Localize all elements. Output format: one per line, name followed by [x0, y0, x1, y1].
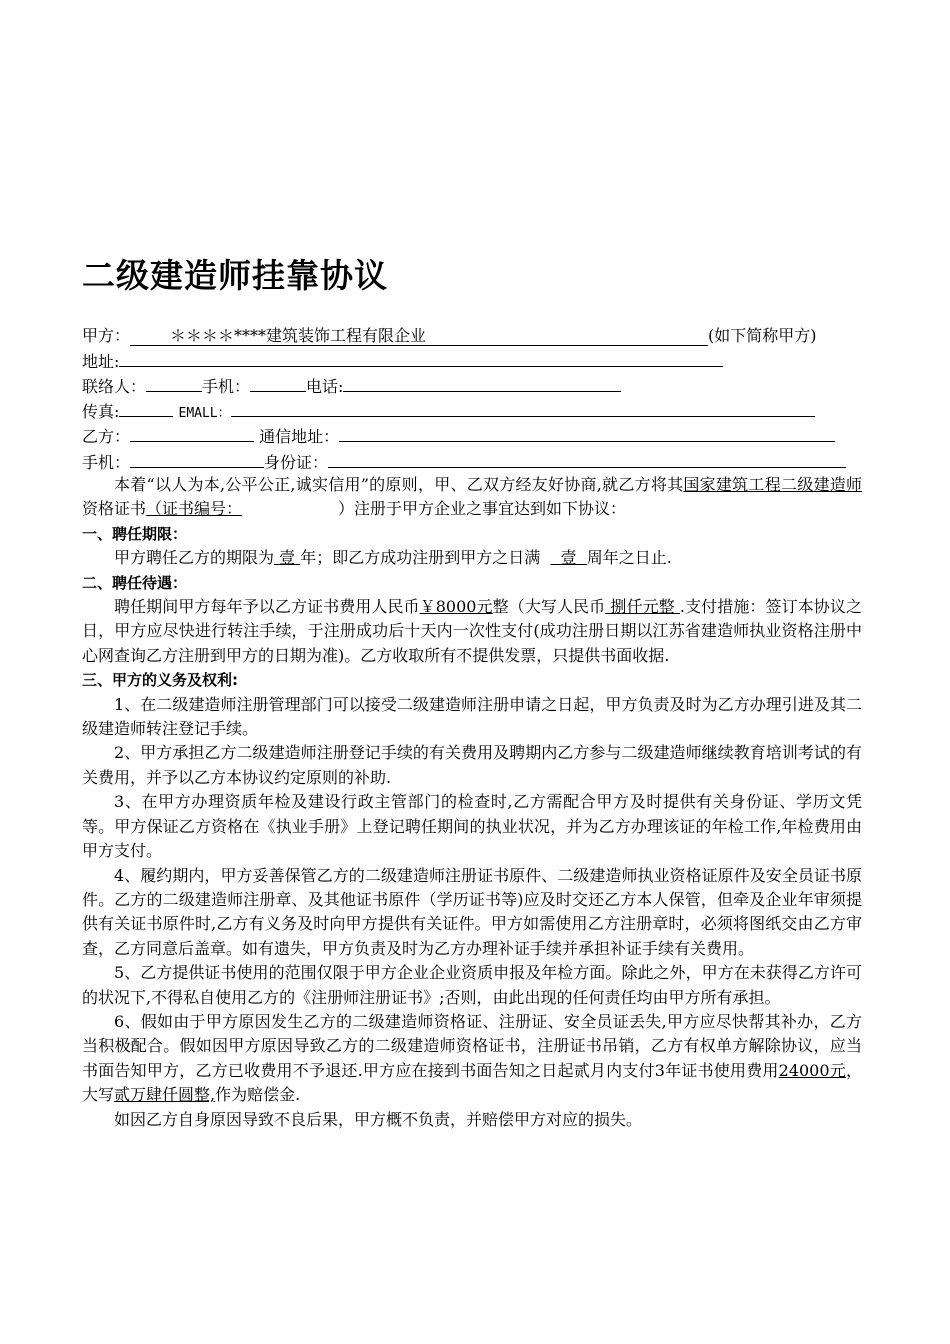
section-3-item-4: 4、履约期内，甲方妥善保管乙方的二级建造师注册证书原件、二级建造师执业资格证原件及安全员证书原件。乙方的二级建造师注册章、及其他证书原件（学历证书等)应及时交还乙方本人保管，但牵及企业年审须提供有关证书原件时,乙方有义务及时向甲方提供有关证件。甲方如需使用乙方注册章时，必须将图纸交由乙方审查，乙方同意后盖章。如有遗失，甲方负责及时为乙方办理补证手续并承担补证手续有关费用。: [82, 865, 862, 958]
section-2-text-1: 聘任期间甲方每年予以乙方证书费用人民币: [114, 597, 420, 617]
closing-paragraph: 如因乙方自身原因导致不良后果，甲方概不负责，并赔偿甲方对应的损失。: [114, 1109, 643, 1129]
email-field[interactable]: [231, 398, 815, 417]
contact-line: [82, 373, 621, 399]
document-title: 二级建造师挂靠协议: [82, 256, 388, 295]
item-6-text-3: 作为赔偿金.: [215, 1085, 301, 1105]
mobile-label: 手机：: [202, 377, 251, 396]
term-years-2: 壹: [560, 548, 577, 568]
section-1-text-3: 周年之日止.: [586, 548, 672, 568]
compensation-amount-cn: 贰万肆仟圆整,: [114, 1085, 216, 1105]
section-3-item-1: 1、在二级建造师注册管理部门可以接受二级建造师注册申请之日起，甲方负责及时为乙方办理引进及其二级建造师转注登记手续。: [82, 694, 862, 739]
section-1-text-2: 年；即乙方成功注册到甲方之日满: [300, 548, 541, 568]
section-3-item-2: 2、甲方承担乙方二级建造师注册登记手续的有关费用及聘期内乙方参与二级建造师继续教育培训考试的有关费用，并予以乙方本协议约定原则的补助.: [82, 743, 862, 787]
party-b-mobile-line: [82, 449, 846, 475]
section-1-heading: 一、聘任期限：: [82, 524, 188, 543]
party-a-line: [82, 324, 817, 348]
party-b-line: [82, 423, 835, 449]
comm-address-label: 通信地址：: [259, 427, 340, 446]
section-2-heading: 二、聘任待遇：: [82, 573, 188, 592]
section-3-heading: 三、甲方的义务及权利:: [82, 671, 238, 690]
agreement-body: [82, 473, 862, 1132]
party-a-suffix: (如下简称甲方): [708, 326, 817, 345]
party-a-name-field[interactable]: [130, 327, 708, 346]
intro-text-3: ）注册于甲方企业之事宜达到如下协议：: [338, 499, 627, 519]
comm-address-field[interactable]: [339, 423, 835, 442]
section-3-item-3: 3、在甲方办理资质年检及建设行政主管部门的检查时,乙方需配合甲方及时提供有关身份证、学历文凭等。甲方保证乙方资格在《执业手册》上登记聘任期间的执业状况，并为乙方办理该证的年检工作,年检费用由甲方支付。: [82, 792, 862, 861]
party-a-label: 甲方：: [82, 326, 131, 345]
party-a-name: ＊＊＊＊****建筑装饰工程有限企业: [170, 326, 427, 345]
address-field[interactable]: [119, 348, 723, 367]
fax-field[interactable]: [119, 398, 173, 417]
phone-field[interactable]: [343, 373, 621, 392]
party-b-mobile-label: 手机：: [82, 453, 131, 472]
term-years: 壹: [279, 548, 296, 568]
compensation-amount: 24000元: [778, 1060, 846, 1080]
phone-label: 电话:: [306, 377, 344, 396]
item-6-text-2: ，大写: [82, 1060, 862, 1105]
address-label: 地址:: [82, 352, 120, 371]
section-2-paragraph: [82, 595, 862, 668]
section-1-paragraph: [82, 546, 862, 570]
intro-text-2: 资格证书: [82, 499, 147, 519]
contact-field[interactable]: [146, 373, 202, 392]
section-2-text-2: 整（大写人民币: [492, 597, 606, 617]
cert-name: 国家建筑工程二级建造师: [683, 475, 862, 494]
contact-label: 联络人：: [82, 377, 147, 396]
address-line: [82, 348, 723, 374]
email-label: EMALL：: [178, 406, 231, 421]
fee-amount: ￥8000元: [419, 597, 493, 617]
intro-text-1: 本着“以人为本,公平公正,诚实信用”的原则，甲、乙双方经友好协商,就乙方将其: [114, 475, 684, 494]
id-label: 身份证：: [264, 453, 329, 472]
fee-amount-cn: 捌仟元整: [610, 597, 675, 617]
party-b-field[interactable]: [130, 423, 254, 442]
item-6-text-1: 6、假如由于甲方原因发生乙方的二级建造师资格证、注册证、安全员证丢失,甲方应尽快帮其补办，乙方当积极配合。假如因甲方原因导致乙方的二级建造师资格证书，注册证书吊销，乙方有权单方解除协议，应当书面告知甲方，乙方已收费用不予退还.甲方应在接到书面告知之日起贰月内支付3年证书使用费用: [82, 1011, 862, 1080]
cert-no-field[interactable]: [146, 499, 338, 518]
fax-label: 传真:: [82, 402, 120, 421]
party-b-mobile-field[interactable]: [130, 449, 264, 468]
intro-paragraph: [82, 473, 862, 522]
cert-no-label: （证书编号：: [146, 499, 243, 519]
section-1-text-1: 甲方聘任乙方的期限为: [114, 548, 275, 568]
id-field[interactable]: [328, 449, 846, 468]
party-b-label: 乙方：: [82, 427, 131, 446]
section-3-item-5: 5、乙方提供证书使用的范围仅限于甲方企业企业资质申报及年检方面。除此之外，甲方在未获得乙方许可的状况下,不得私自使用乙方的《注册师注册证书》;否则，由此出现的任何责任均由甲方所有承担。: [82, 963, 862, 1007]
fax-line: [82, 398, 815, 426]
section-2-text-3: .支付措施：签订本协议之日，甲方应尽快进行转注手续，于注册成功后十天内一次性支付(成功注册日期以江苏省建造师执业资格注册中心网查询乙方注册到甲方的日期为准)。乙方收取所有不提供发票，只提供书面收据.: [82, 597, 862, 665]
section-3-item-6: [82, 1010, 862, 1108]
mobile-field[interactable]: [250, 373, 306, 392]
